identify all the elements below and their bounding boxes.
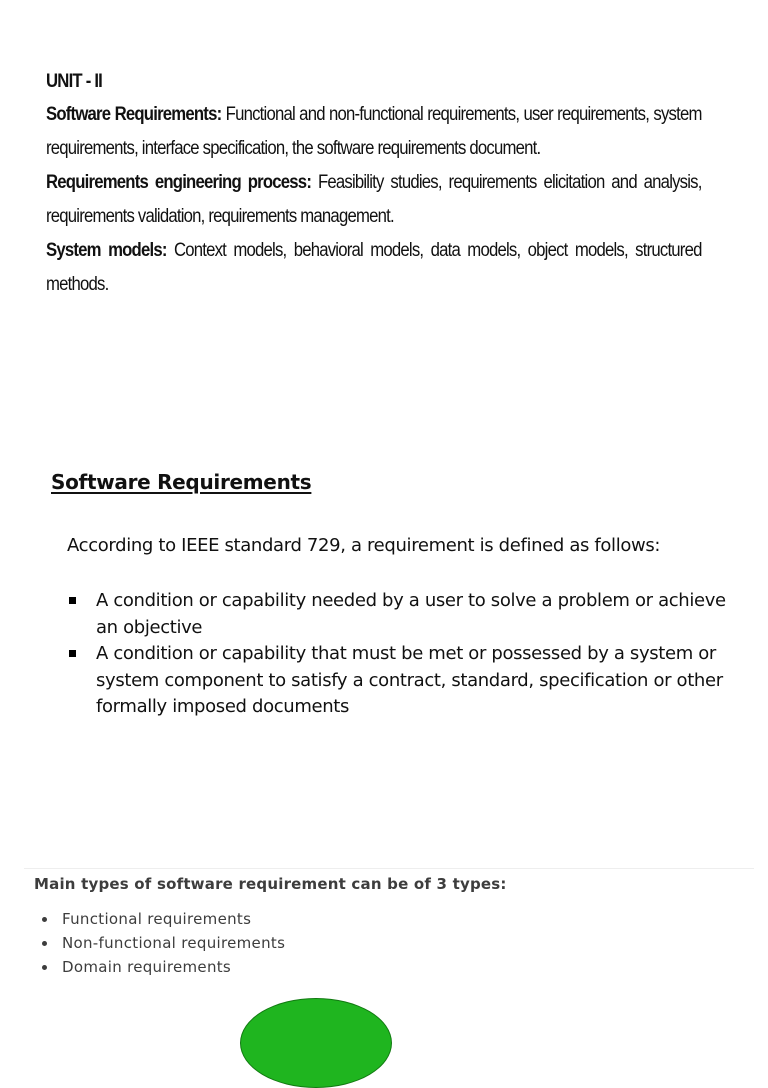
definition-text: A condition or capability that must be met or possessed by a system or system component to satisfy a contract, standard, specification or other formally imposed documents [96,643,723,717]
list-item [36,955,285,979]
syllabus-label: Software Requirements: [46,104,222,125]
types-list [36,907,285,979]
round-bullet-icon [42,941,47,946]
round-bullet-icon [42,917,47,922]
definition-intro: According to IEEE standard 729, a requirement is defined as follows: [67,535,661,556]
type-label: Non-functional requirements [62,934,286,952]
syllabus-text: Context models, behavioral models, data models, object models, structured methods. [46,240,702,295]
list-item [67,588,737,641]
round-bullet-icon [42,965,47,970]
syllabus-text: Functional and non-functional requirements, user requirements, system requirements, interface specification, the software requirements document. [46,104,702,159]
types-heading: Main types of software requirement can be of 3 types: [34,875,507,893]
green-ellipse-shape [240,998,392,1088]
syllabus-text: Feasibility studies, requirements elicitation and analysis, requirements validation, requirements management. [46,172,702,227]
syllabus-item-system-models [46,234,702,302]
syllabus-item-requirements-engineering [46,166,702,234]
type-label: Functional requirements [62,910,252,928]
section-title: Software Requirements [51,470,312,494]
requirement-types-panel [24,868,754,989]
definition-text: A condition or capability needed by a user to solve a problem or achieve an objective [96,590,726,638]
square-bullet-icon [69,650,76,657]
unit-title: UNIT - II [46,71,103,92]
definition-list [67,588,737,721]
syllabus-label: System models: [46,240,167,261]
list-item [67,641,737,721]
list-item [36,907,285,931]
syllabus-item-software-requirements [46,98,702,166]
unit-syllabus [46,66,702,302]
square-bullet-icon [69,597,76,604]
list-item [36,931,285,955]
type-label: Domain requirements [62,958,232,976]
syllabus-label: Requirements engineering process: [46,172,312,193]
